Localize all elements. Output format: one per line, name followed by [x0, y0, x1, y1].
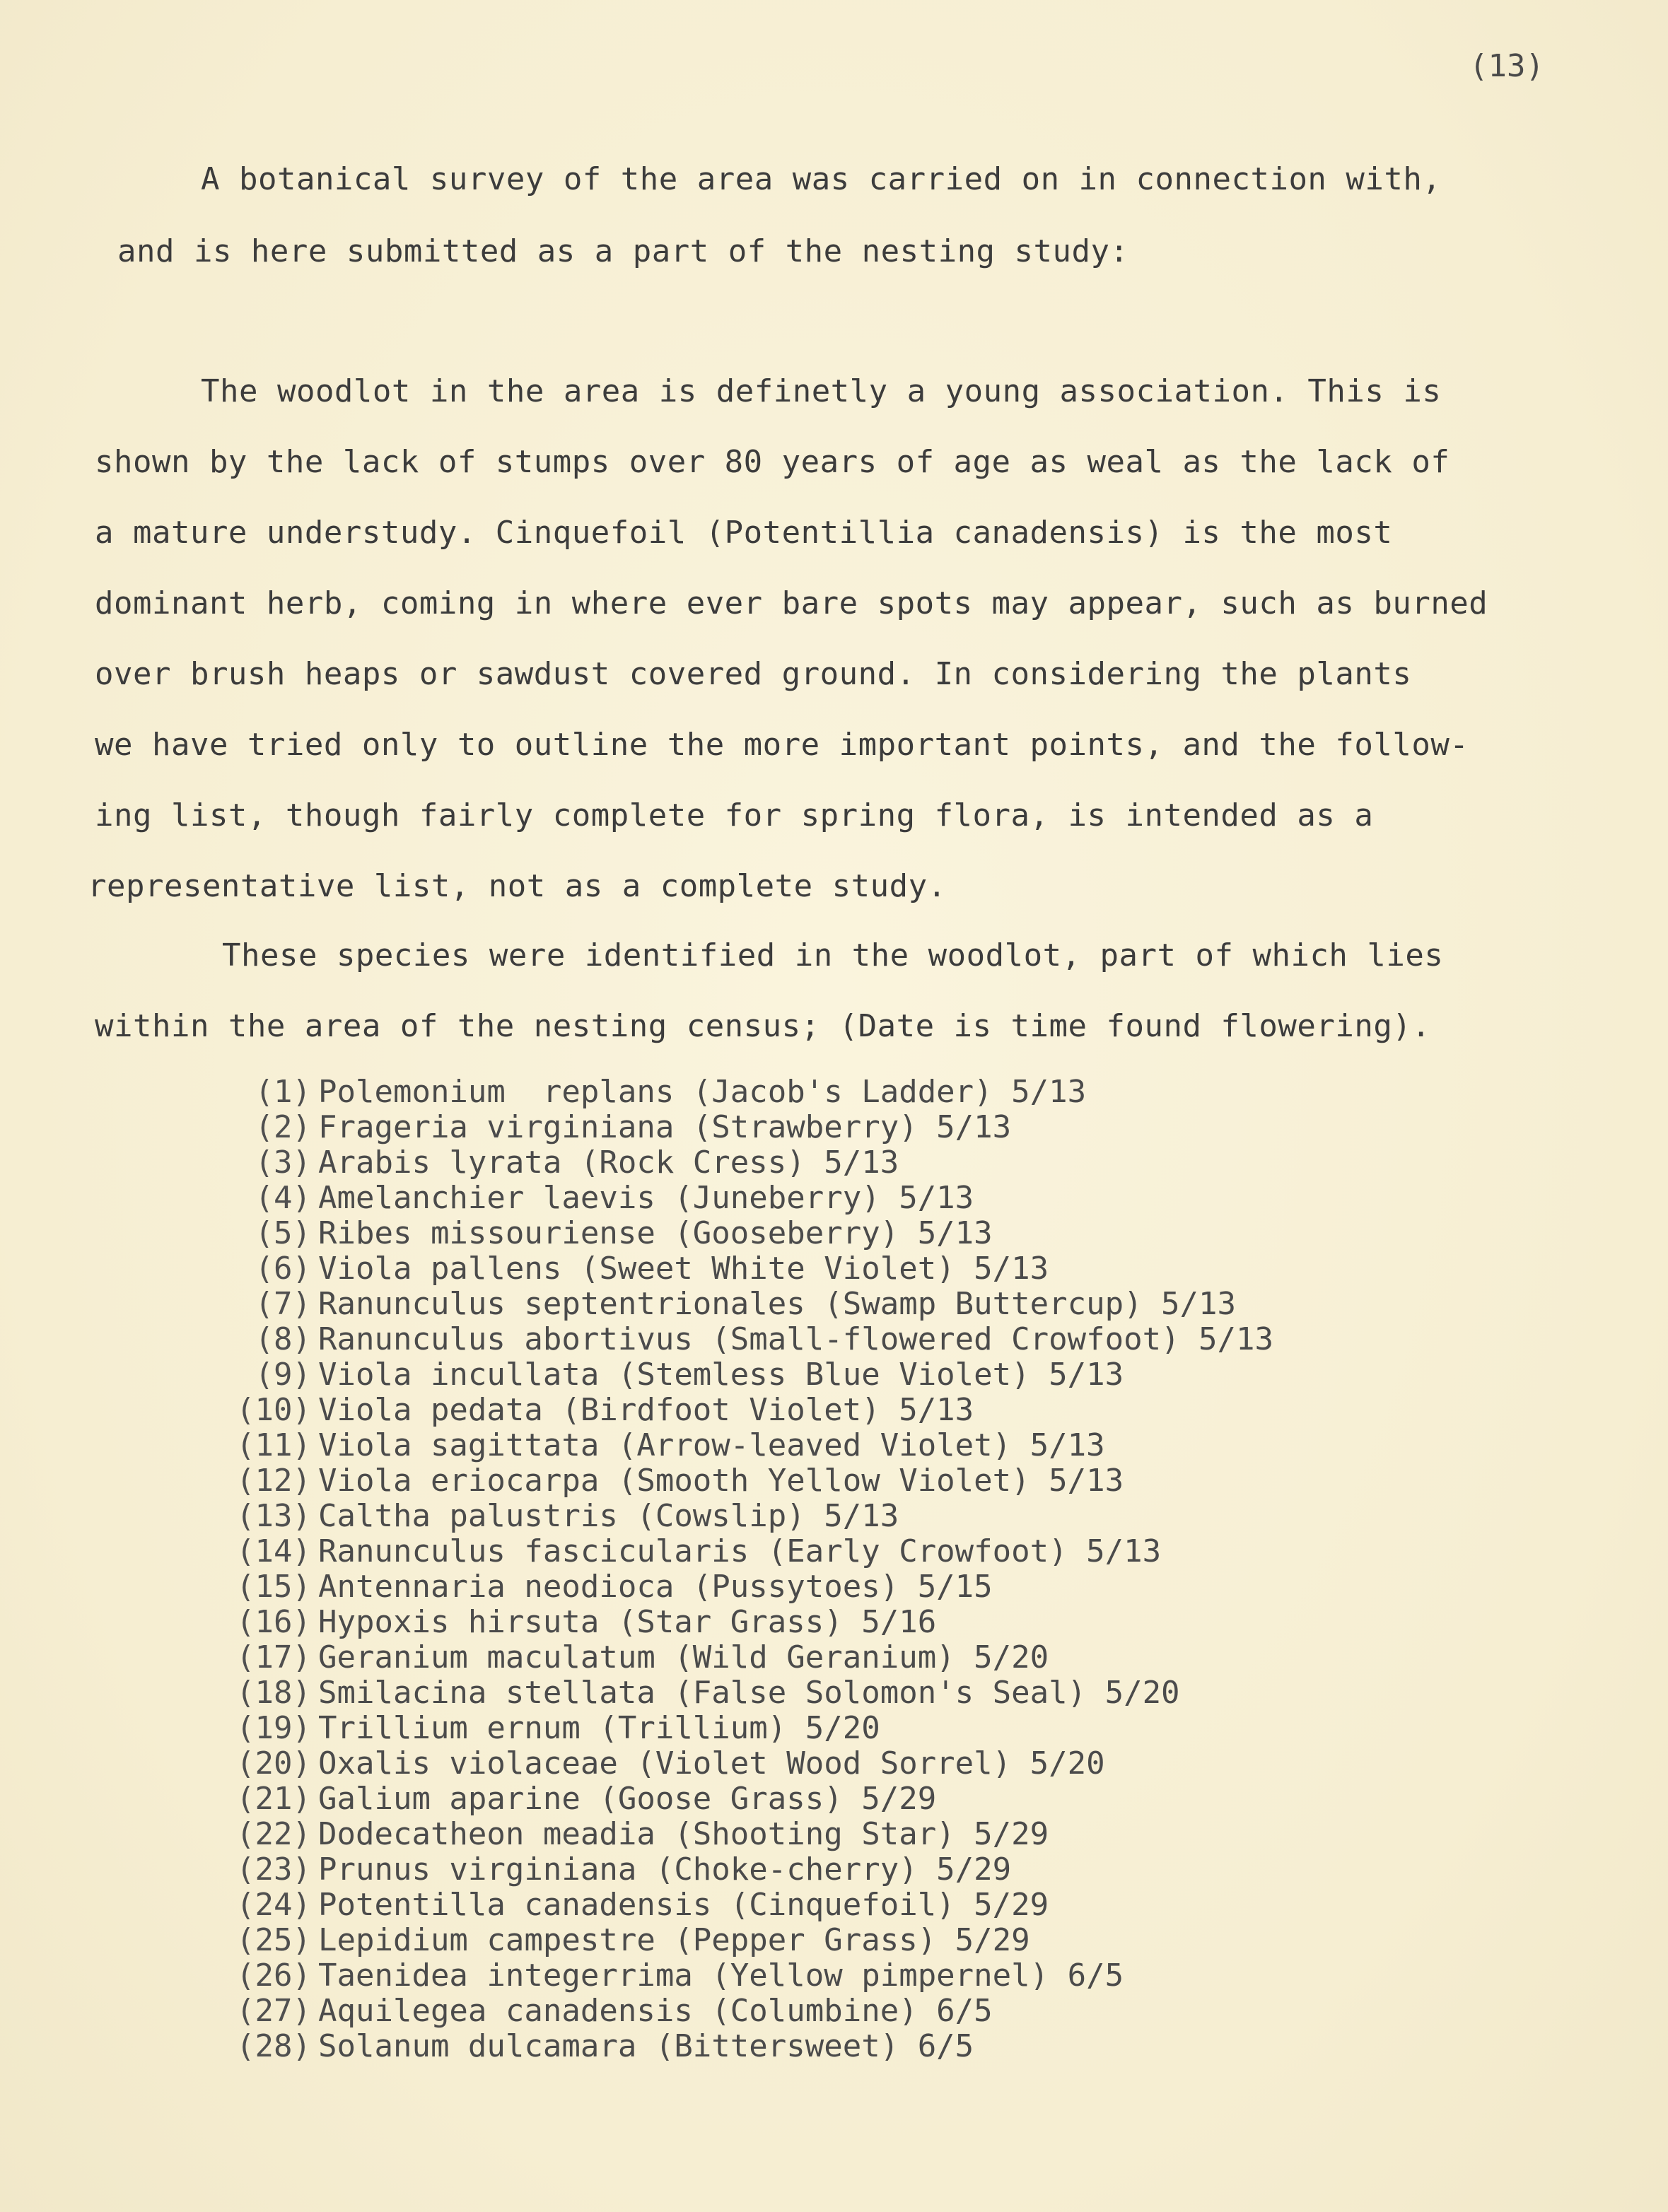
text-line: These species were identified in the woodlot, part of which lies — [222, 937, 1444, 973]
item-number: (6) — [255, 1251, 311, 1287]
text-line: shown by the lack of stumps over 80 years of age as weal as the lack of — [95, 444, 1450, 480]
item-text: Ranunculus fascicularis (Early Crowfoot) 5/13 — [318, 1533, 1162, 1569]
list-item — [205, 1958, 1549, 1994]
list-item — [205, 2029, 1549, 2064]
list-item — [205, 1640, 1549, 1675]
item-text: Lepidium campestre (Pepper Grass) 5/29 — [318, 1922, 1030, 1958]
list-item — [205, 1251, 1549, 1287]
item-number: (21) — [236, 1781, 311, 1817]
list-item — [205, 1075, 1549, 1110]
item-text: Ribes missouriense (Gooseberry) 5/13 — [318, 1215, 993, 1251]
text-line: we have tried only to outline the more important points, and the follow- — [95, 727, 1469, 763]
list-item — [205, 1287, 1549, 1322]
item-number: (26) — [236, 1958, 311, 1994]
list-item — [205, 1393, 1549, 1428]
item-number: (5) — [255, 1215, 311, 1251]
list-item — [205, 1569, 1549, 1605]
list-item — [205, 1888, 1549, 1923]
item-number: (27) — [236, 1993, 311, 2029]
item-number: (10) — [236, 1392, 311, 1428]
list-item — [205, 1357, 1549, 1393]
item-number: (15) — [236, 1569, 311, 1605]
text-line: representative list, not as a complete study. — [88, 868, 947, 904]
item-number: (14) — [236, 1533, 311, 1569]
item-text: Oxalis violaceae (Violet Wood Sorrel) 5/20 — [318, 1745, 1105, 1781]
item-text: Taenidea integerrima (Yellow pimpernel) 6/5 — [318, 1958, 1124, 1994]
item-number: (23) — [236, 1851, 311, 1888]
item-number: (28) — [236, 2028, 311, 2064]
item-number: (9) — [255, 1357, 311, 1393]
list-item — [205, 1923, 1549, 1958]
item-text: Arabis lyrata (Rock Cress) 5/13 — [318, 1145, 899, 1181]
item-number: (18) — [236, 1675, 311, 1711]
item-number: (1) — [255, 1074, 311, 1110]
item-text: Viola eriocarpa (Smooth Yellow Violet) 5/13 — [318, 1463, 1124, 1499]
item-number: (2) — [255, 1109, 311, 1145]
item-number: (13) — [236, 1498, 311, 1534]
item-number: (24) — [236, 1887, 311, 1923]
item-text: Viola sagittata (Arrow-leaved Violet) 5/13 — [318, 1427, 1105, 1463]
list-item — [205, 1322, 1549, 1357]
item-text: Geranium maculatum (Wild Geranium) 5/20 — [318, 1639, 1049, 1675]
item-number: (16) — [236, 1604, 311, 1640]
list-item — [205, 1852, 1549, 1888]
text-line: dominant herb, coming in where ever bare spots may appear, such as burned — [95, 585, 1488, 621]
list-item — [205, 1428, 1549, 1463]
list-item — [205, 1675, 1549, 1711]
item-number: (22) — [236, 1816, 311, 1852]
list-item — [205, 1994, 1549, 2029]
item-text: Frageria virginiana (Strawberry) 5/13 — [318, 1109, 1012, 1145]
text-line: and is here submitted as a part of the nesting study: — [117, 233, 1129, 269]
text-line: within the area of the nesting census; (Date is time found flowering). — [95, 1008, 1431, 1044]
list-item — [205, 1463, 1549, 1499]
list-item — [205, 1746, 1549, 1781]
text-line: The woodlot in the area is definetly a young association. This is — [201, 373, 1442, 409]
item-text: Trillium ernum (Trillium) 5/20 — [318, 1710, 880, 1746]
item-text: Viola incullata (Stemless Blue Violet) 5/13 — [318, 1357, 1124, 1393]
item-text: Hypoxis hirsuta (Star Grass) 5/16 — [318, 1604, 937, 1640]
item-text: Smilacina stellata (False Solomon's Seal) 5/20 — [318, 1675, 1180, 1711]
item-text: Amelanchier laevis (Juneberry) 5/13 — [318, 1180, 974, 1216]
item-text: Prunus virginiana (Choke-cherry) 5/29 — [318, 1851, 1012, 1888]
item-number: (19) — [236, 1710, 311, 1746]
item-text: Viola pallens (Sweet White Violet) 5/13 — [318, 1251, 1049, 1287]
page-number: (13) — [1469, 48, 1544, 84]
text-line: over brush heaps or sawdust covered ground. In considering the plants — [95, 656, 1412, 692]
item-number: (4) — [255, 1180, 311, 1216]
text-line: a mature understudy. Cinquefoil (Potentillia canadensis) is the most — [95, 515, 1393, 551]
item-text: Caltha palustris (Cowslip) 5/13 — [318, 1498, 899, 1534]
item-number: (25) — [236, 1922, 311, 1958]
item-number: (20) — [236, 1745, 311, 1781]
item-number: (11) — [236, 1427, 311, 1463]
item-text: Ranunculus abortivus (Small-flowered Crowfoot) 5/13 — [318, 1321, 1274, 1357]
item-text: Viola pedata (Birdfoot Violet) 5/13 — [318, 1392, 974, 1428]
list-item — [205, 1534, 1549, 1569]
item-text: Aquilegea canadensis (Columbine) 6/5 — [318, 1993, 993, 2029]
text-line: ing list, though fairly complete for spring flora, is intended as a — [95, 797, 1374, 833]
item-number: (17) — [236, 1639, 311, 1675]
list-item — [205, 1499, 1549, 1534]
item-text: Solanum dulcamara (Bittersweet) 6/5 — [318, 2028, 974, 2064]
list-item — [205, 1605, 1549, 1640]
list-item — [205, 1781, 1549, 1817]
item-text: Dodecatheon meadia (Shooting Star) 5/29 — [318, 1816, 1049, 1852]
item-number: (12) — [236, 1463, 311, 1499]
list-item — [205, 1216, 1549, 1251]
list-item — [205, 1711, 1549, 1746]
item-text: Polemonium replans (Jacob's Ladder) 5/13 — [318, 1074, 1087, 1110]
species-list — [205, 1075, 1549, 2064]
list-item — [205, 1181, 1549, 1216]
item-text: Galium aparine (Goose Grass) 5/29 — [318, 1781, 937, 1817]
item-number: (7) — [255, 1286, 311, 1322]
item-number: (8) — [255, 1321, 311, 1357]
item-number: (3) — [255, 1145, 311, 1181]
list-item — [205, 1817, 1549, 1852]
item-text: Potentilla canadensis (Cinquefoil) 5/29 — [318, 1887, 1049, 1923]
text-line: A botanical survey of the area was carried on in connection with, — [201, 161, 1442, 197]
list-item — [205, 1145, 1549, 1181]
list-item — [205, 1110, 1549, 1145]
item-text: Antennaria neodioca (Pussytoes) 5/15 — [318, 1569, 993, 1605]
item-text: Ranunculus septentrionales (Swamp Buttercup) 5/13 — [318, 1286, 1237, 1322]
